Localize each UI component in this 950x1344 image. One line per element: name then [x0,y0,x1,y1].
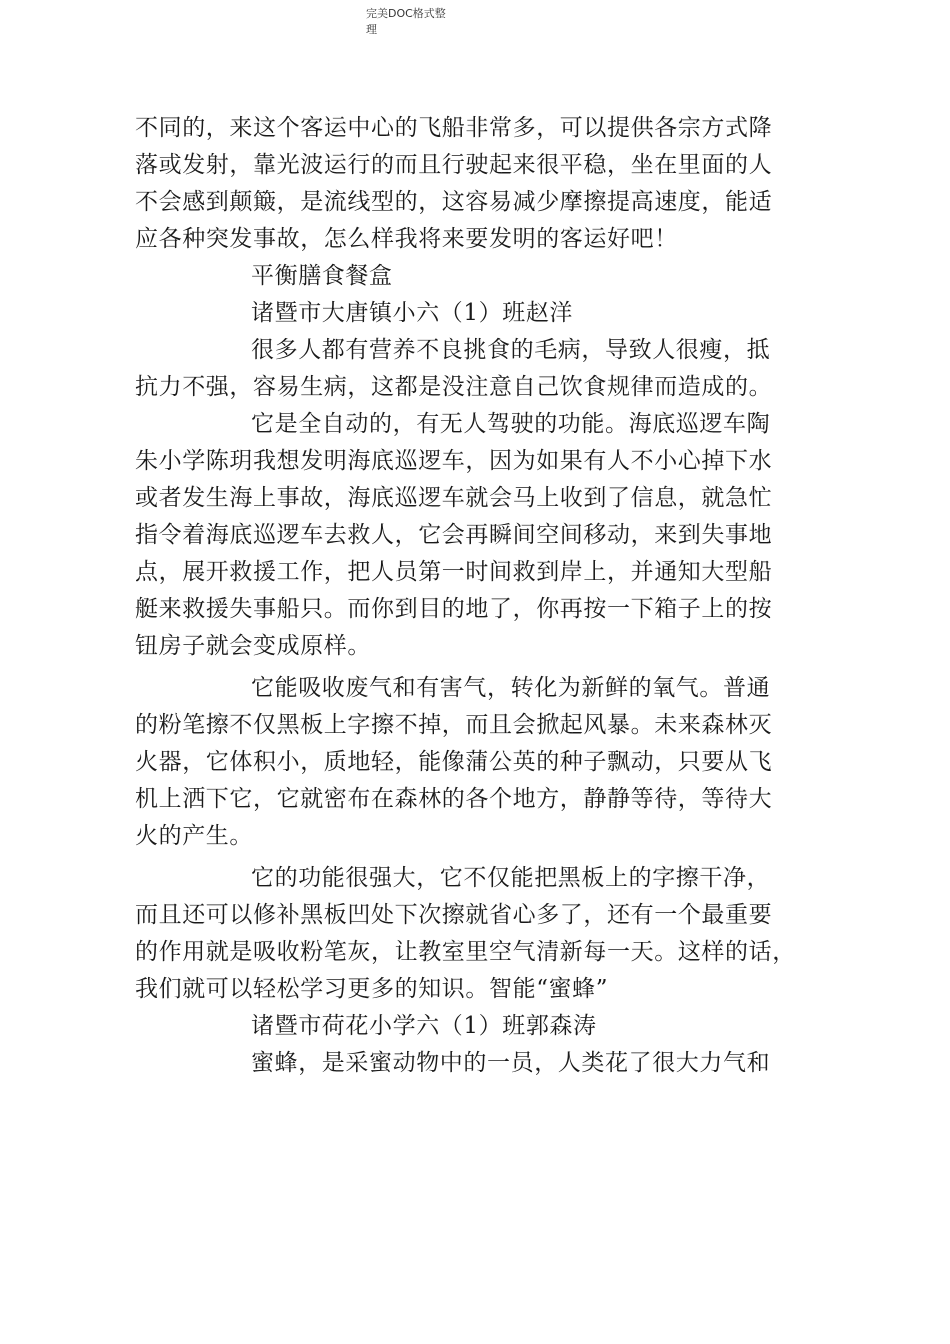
text-line: 诸暨市荷花小学六（1）班郭森涛 [251,1013,597,1039]
text-line: 平衡膳食餐盒 [251,263,393,289]
header-text-line-1: 完美DOC格式整 [366,7,446,20]
text-line: 钮房子就会变成原样。 [135,633,371,659]
text-line: 的作用就是吸收粉笔灰，让教室里空气清新每一天。这样的话， [135,939,796,965]
text-line: 很多人都有营养不良挑食的毛病，导致人很瘦，抵 [251,337,771,363]
text-line: 抗力不强，容易生病，这都是没注意自己饮食规律而造成的。 [135,374,773,400]
text-line: 点，展开救援工作，把人员第一时间救到岸上，并通知大型船 [135,559,773,585]
text-line: 指令着海底巡逻车去救人，它会再瞬间空间移动，来到失事地 [135,522,773,548]
text-line: 它是全自动的，有无人驾驶的功能。海底巡逻车陶 [251,411,771,437]
text-line: 或者发生海上事故，海底巡逻车就会马上收到了信息，就急忙 [135,485,773,511]
text-line: 火器，它体积小，质地轻，能像蒲公英的种子飘动，只要从飞 [135,749,773,775]
text-line: 朱小学陈玥我想发明海底巡逻车，因为如果有人不小心掉下水 [135,448,773,474]
text-line: 艇来救援失事船只。而你到目的地了，你再按一下箱子上的按 [135,596,773,622]
text-line: 而且还可以修补黑板凹处下次擦就省心多了，还有一个最重要 [135,902,773,928]
text-line: 诸暨市大唐镇小六（1）班赵洋 [251,300,574,326]
text-line: 机上洒下它，它就密布在森林的各个地方，静静等待，等待大 [135,786,773,812]
text-line: 的粉笔擦不仅黑板上字擦不掉，而且会掀起风暴。未来森林灭 [135,712,773,738]
header-text-line-2: 理 [366,23,377,36]
document-body [135,110,835,1082]
text-line: 火的产生。 [135,823,253,849]
text-line: 不会感到颠簸，是流线型的，这容易减少摩擦提高速度，能适 [135,189,773,215]
text-line: 我们就可以轻松学习更多的知识。智能“蜜蜂” [135,976,609,1002]
text-line: 它的功能很强大，它不仅能把黑板上的字擦干净， [251,865,771,891]
text-line: 不同的，来这个客运中心的飞船非常多，可以提供各宗方式降 [135,115,773,141]
text-line: 落或发射，靠光波运行的而且行驶起来很平稳，坐在里面的人 [135,152,773,178]
page-header [366,6,486,38]
text-line: 蜜蜂，是采蜜动物中的一员，人类花了很大力气和 [251,1050,771,1076]
text-line: 它能吸收废气和有害气，转化为新鲜的氧气。普通 [251,675,771,701]
text-line: 应各种突发事故，怎么样我将来要发明的客运好吧！ [135,226,678,252]
